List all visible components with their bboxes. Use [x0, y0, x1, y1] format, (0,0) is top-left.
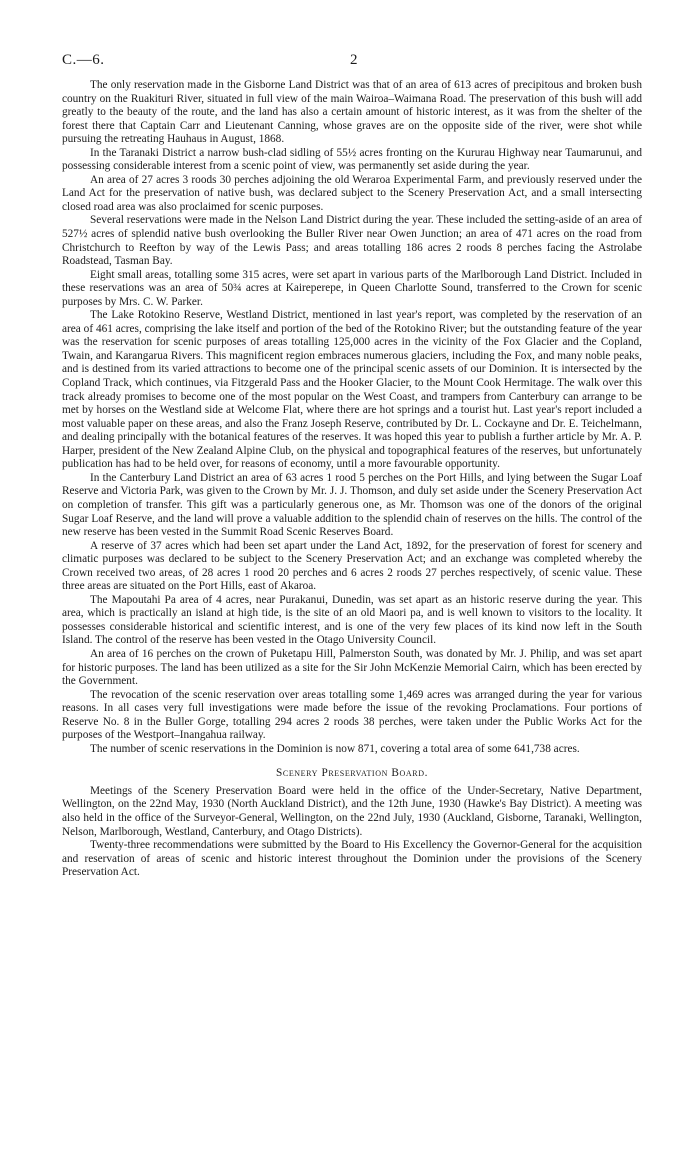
- paragraph-westland: The Lake Rotokino Reserve, Westland District, mentioned in last year's report, was completed by the reservation of an area of 461 acres, comprising the lake itself and portion of the bed of the Rotokino River; but the outstanding feature of the year was the reservation for scenic purposes of areas totalling 125,000 acres in the vicinity of the Fox Glacier and the Copland, Twain, and Karangarua Rivers. This magnificent region embraces numerous glaciers, including the Fox, and many noble peaks, and is destined from its varied attractions to become one of the principal scenic assets of our Dominion. It is intersected by the Copland Track, which continues, via Fitzgerald Pass and the Hooker Glacier, to the Mount Cook Hermitage. The walk over this track already promises to become one of the most popular on the West Coast, and trampers from Canterbury can arrange to be met by horses on the Westland side at Welcome Flat, where there are hot springs and a tourist hut. Last year's report included a most valuable paper on these areas, and also the Franz Joseph Reserve, contributed by Dr. L. Cockayne and Dr. E. Teichelmann, and dealing principally with the botanical features of the reserves. It was hoped this year to publish a further article by Mr. A. P. Harper, president of the New Zealand Alpine Club, on the physical and topographical features of the reserves, but unfortunately publication has had to be held over, for reasons of economy, until a more favourable opportunity.: [62, 309, 642, 471]
- paragraph-puketapu: An area of 16 perches on the crown of Puketapu Hill, Palmerston South, was donated by Mr. J. Philip, and was set apart for historic purposes. The land has been utilized as a site for the Sir John McKenzie Memorial Cairn, which has been erected by the Government.: [62, 647, 642, 688]
- page-number: 2: [350, 52, 358, 68]
- document-body: [62, 79, 642, 880]
- paragraph-mapoutahi: The Mapoutahi Pa area of 4 acres, near Purakanui, Dunedin, was set apart as an historic reserve during the year. This area, which is practically an island at high tide, is the site of an old Maori pa, and is well known to visitors to the locality. It possesses considerable historical and scientific interest, and is one of the very few places of its kind now left in the South Island. The control of the reserve has been vested in the Otago University Council.: [62, 593, 642, 647]
- paragraph-gisborne: The only reservation made in the Gisborne Land District was that of an area of 613 acres of precipitous and broken bush country on the Ruakituri River, situated in full view of the main Wairoa–Waimana Road. The preservation of this bush will add greatly to the beauty of the route, and the land has also a certain amount of historic interest, as it was from the shelter of the forest there that Captain Carr and Lieutenant Canning, whose graves are on the opposite side of the river, were shot while pursuing the retreating Hauhaus in August, 1868.: [62, 79, 642, 146]
- paragraph-board-recommendations: Twenty-three recommendations were submitted by the Board to His Excellency the Governor-General for the acquisition and reservation of areas of scenic and historic interest throughout the Dominion under the provisions of the Scenery Preservation Act.: [62, 839, 642, 879]
- section-heading: Scenery Preservation Board.: [276, 767, 428, 780]
- paragraph-total: The number of scenic reservations in the Dominion is now 871, covering a total area of some 641,738 acres.: [90, 742, 580, 755]
- paragraph-akaroa: A reserve of 37 acres which had been set apart under the Land Act, 1892, for the preservation of forest for scenery and climatic purposes was declared to be subject to the Scenery Preservation Act; and an exchange was completed whereby the Crown received two areas, of 28 acres 1 rood 20 perches and 6 acres 2 roods 27 perches respectively, of scenic value. These three areas are situated on the Port Hills, east of Akaroa.: [62, 539, 642, 593]
- document-reference: C.—6.: [62, 52, 105, 68]
- paragraph-nelson: Several reservations were made in the Nelson Land District during the year. These included the setting-aside of an area of 527½ acres of splendid native bush overlooking the Buller River near Owen Junction; an area of 471 acres on the road from Christchurch to Reefton by way of the Lewis Pass; and areas totalling 186 acres 2 roods 8 perches facing the Astrolabe Roadstead, Tasman Bay.: [62, 214, 642, 268]
- paragraph-canterbury: In the Canterbury Land District an area of 63 acres 1 rood 5 perches on the Port Hills, and lying between the Sugar Loaf Reserve and Victoria Park, was given to the Crown by Mr. J. J. Thomson, and duly set aside under the Scenery Preservation Act on completion of transfer. This gift was a particularly generous one, as Mr. Thomson was one of the donors of the original Sugar Loaf Reserve, and the land will prove a valuable addition to the splendid chain of reserves on the hills. The control of the new reserve has been vested in the Summit Road Scenic Reserves Board.: [62, 471, 642, 539]
- page-header: [62, 52, 642, 72]
- paragraph-revocation: The revocation of the scenic reservation over areas totalling some 1,469 acres was arranged during the year for various reasons. In all cases very full investigations were made before the issue of the revoking Proclamations. Four portions of Reserve No. 8 in the Buller Gorge, totalling 294 acres 2 roods 38 perches, were taken under the Public Works Act for the purposes of the Westport–Inangahua railway.: [62, 688, 642, 742]
- paragraph-board-meetings: Meetings of the Scenery Preservation Board were held in the office of the Under-Secretary, Native Department, Wellington, on the 22nd May, 1930 (North Auckland District), and the 12th June, 1930 (Hawke's Bay District). A meeting was also held in the office of the Surveyor-General, Wellington, on the 22nd July, 1930 (Auckland, Gisborne, Taranaki, Wellington, Nelson, Marlborough, Westland, Canterbury, and Otago Districts).: [62, 784, 642, 838]
- paragraph-taranaki: In the Taranaki District a narrow bush-clad sidling of 55½ acres fronting on the Kururau Highway near Taumarunui, and possessing considerable interest from a scenic point of view, was permanently set aside during the year.: [62, 146, 642, 173]
- paragraph-weraroa: An area of 27 acres 3 roods 30 perches adjoining the old Weraroa Experimental Farm, and previously reserved under the Land Act for the preservation of native bush, was declared subject to the Scenery Preservation Act, and a small intersecting closed road area was also proclaimed for scenic purposes.: [62, 173, 642, 213]
- paragraph-marlborough: Eight small areas, totalling some 315 acres, were set apart in various parts of the Marlborough Land District. Included in these reservations was an area of 50¾ acres at Kaireperepe, in Queen Charlotte Sound, transferred to the Crown for scenic purposes by Mrs. C. W. Parker.: [62, 268, 642, 308]
